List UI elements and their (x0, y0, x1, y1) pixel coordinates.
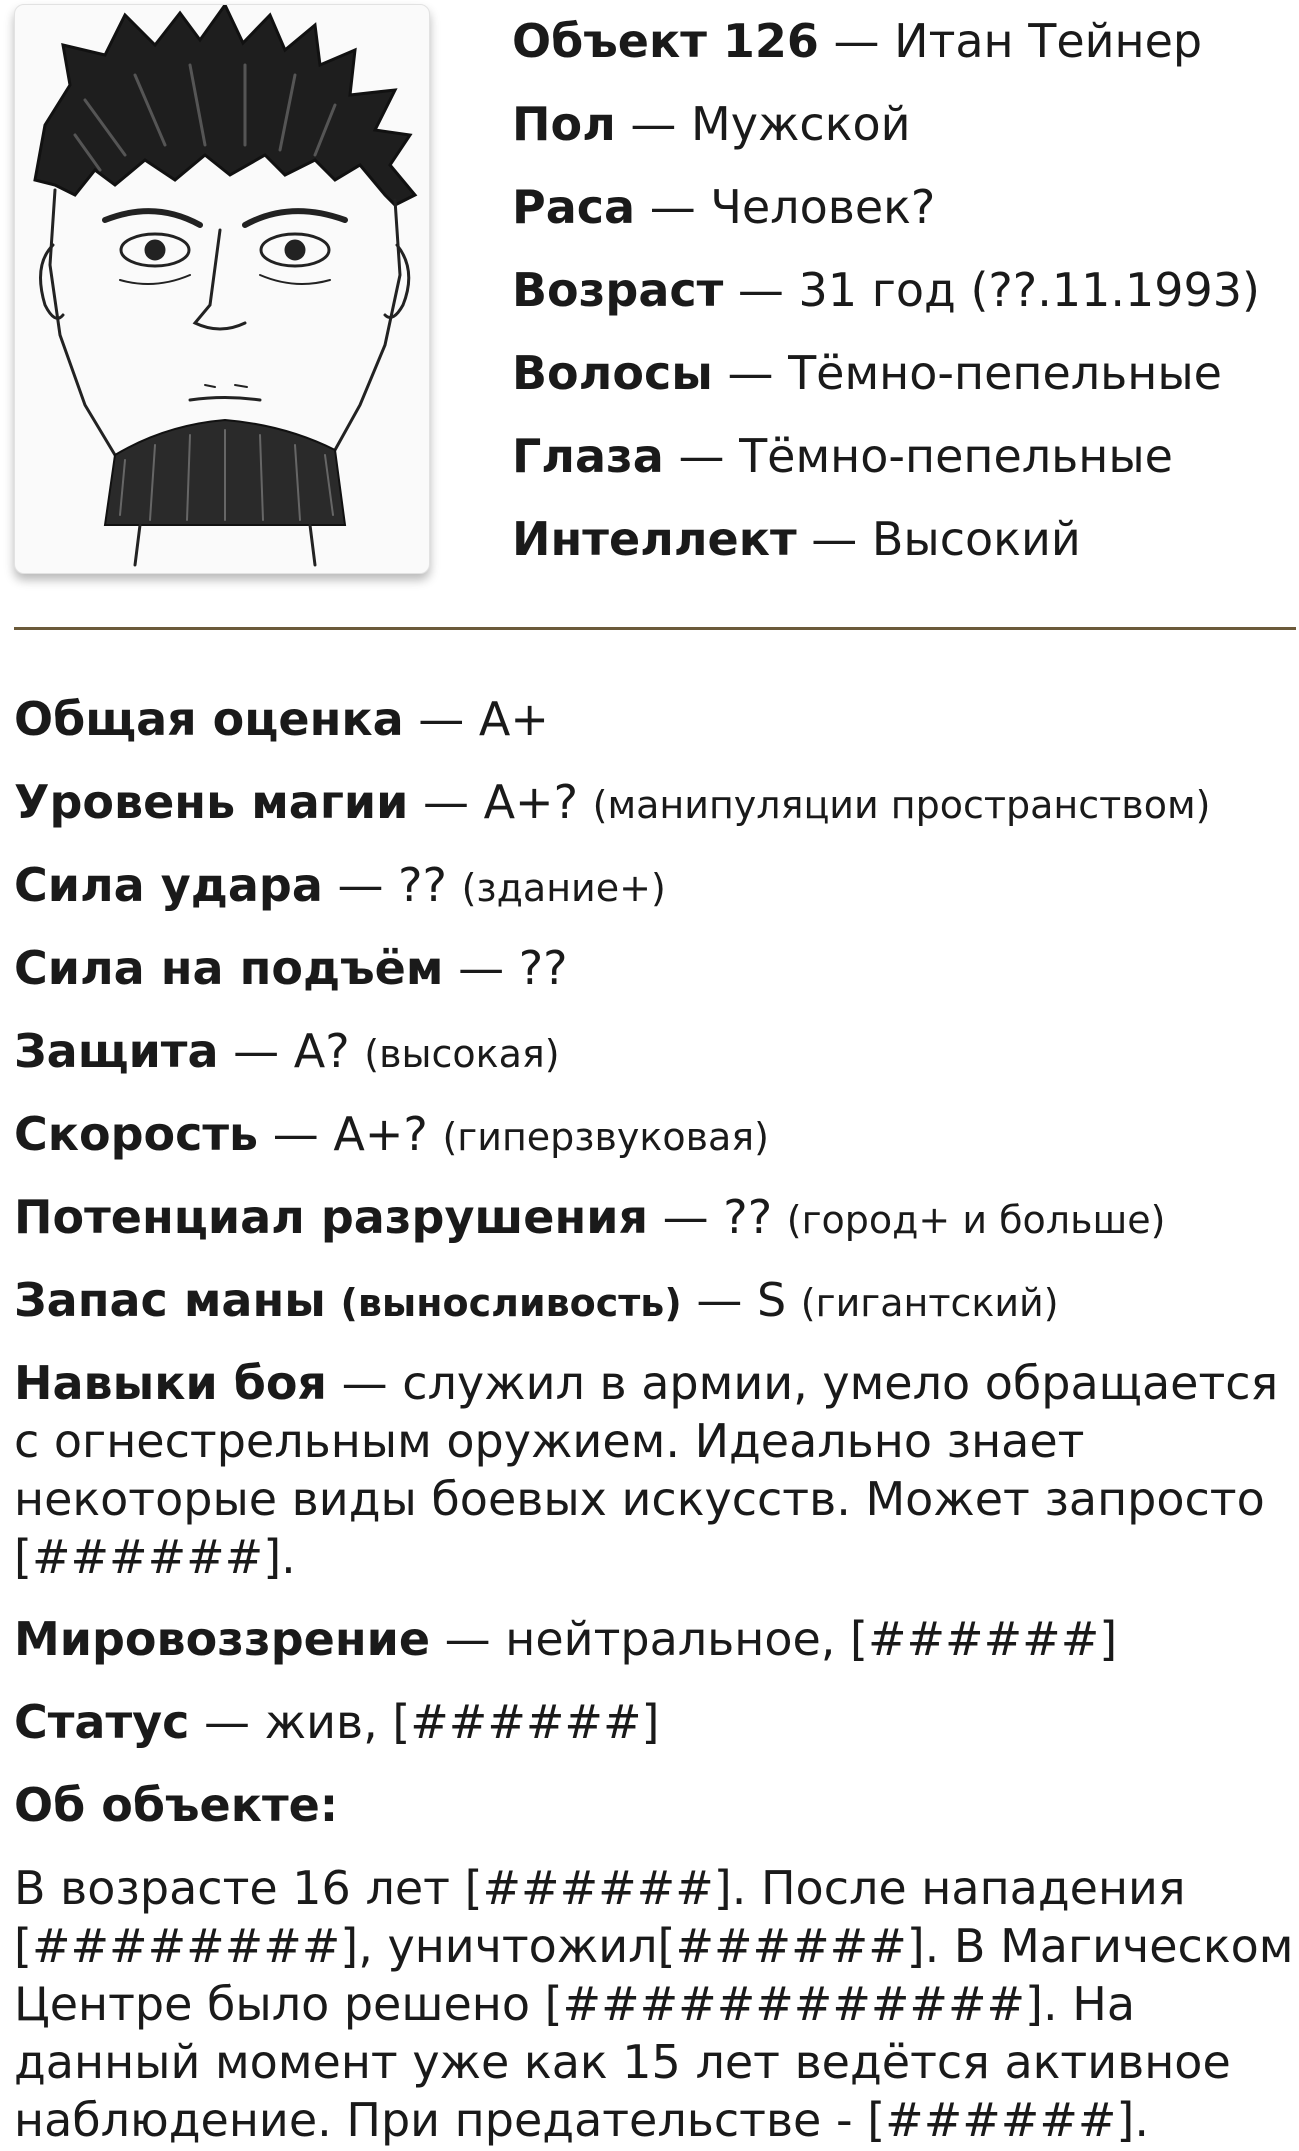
about-text: В возрасте 16 лет [######]. После нападения [########], уничтожил[######]. В Магическом Центре было решено [############]. На данный момент уже как 15 лет ведётся активное наблюдение. При предательстве - [######]. (14, 1861, 1294, 2147)
dash: — (272, 1107, 319, 1161)
bio-intellect-value: Высокий (871, 512, 1081, 566)
dash: — (444, 1612, 491, 1666)
dash: — (662, 1190, 709, 1244)
dash: — (341, 1356, 388, 1410)
stat-mana-label: Запас маны (14, 1273, 326, 1327)
stat-status (14, 1681, 1294, 1764)
stat-worldview-label: Мировоззрение (14, 1612, 431, 1666)
stat-destruction-label: Потенциал разрушения (14, 1190, 649, 1244)
stat-magic-label: Уровень магии (14, 775, 409, 829)
dash: — (337, 858, 384, 912)
bio-object (512, 0, 1292, 83)
character-portrait-icon (15, 5, 429, 573)
stat-magic-value: A+? (483, 775, 579, 829)
dash: — (422, 775, 469, 829)
stat-defense-note: (высокая) (364, 1032, 560, 1076)
bio-race-value: Человек? (710, 180, 936, 234)
about-title: Об объекте: (14, 1778, 339, 1832)
stat-strike-label: Сила удара (14, 858, 323, 912)
bio-hair-label: Волосы (512, 346, 713, 400)
bio-object-label: Объект 126 (512, 14, 819, 68)
bio-race-label: Раса (512, 180, 636, 234)
bio-age (512, 249, 1292, 332)
stat-lift-value: ?? (518, 941, 568, 995)
stat-speed-label: Скорость (14, 1107, 259, 1161)
stat-overall (14, 678, 1294, 761)
bio-gender (512, 83, 1292, 166)
stat-mana-label-note: (выносливость) (340, 1281, 682, 1325)
bio-panel (512, 0, 1292, 581)
stat-overall-value: A+ (478, 692, 549, 746)
bio-age-value: 31 год (??.11.1993) (798, 263, 1261, 317)
stat-destruction-note: (город+ и больше) (786, 1198, 1166, 1242)
stat-defense (14, 1010, 1294, 1093)
stat-destruction (14, 1176, 1294, 1259)
stat-mana-value: S (756, 1273, 787, 1327)
stat-combat-value: служил в армии, умело обращается с огнестрельным оружием. Идеально знает некоторые виды боевых искусств. Может запросто [######]. (14, 1356, 1279, 1584)
dash: — (678, 429, 725, 483)
dash: — (737, 263, 784, 317)
stat-strike-note: (здание+) (461, 866, 666, 910)
stat-strike (14, 844, 1294, 927)
dash: — (418, 692, 465, 746)
stat-strike-value: ?? (398, 858, 447, 912)
section-divider (14, 627, 1296, 630)
stat-magic (14, 761, 1294, 844)
bio-eyes-value: Тёмно-пепельные (739, 429, 1173, 483)
bio-hair (512, 332, 1292, 415)
stat-status-label: Статус (14, 1695, 190, 1749)
stat-lift-label: Сила на подъём (14, 941, 444, 995)
stat-speed-value: A+? (333, 1107, 428, 1161)
stat-defense-label: Защита (14, 1024, 219, 1078)
bio-intellect (512, 498, 1292, 581)
bio-eyes (512, 415, 1292, 498)
dash: — (233, 1024, 280, 1078)
bio-eyes-label: Глаза (512, 429, 664, 483)
stat-worldview-value: нейтральное, [######] (505, 1612, 1118, 1666)
stat-combat-label: Навыки боя (14, 1356, 327, 1410)
stat-mana-note: (гигантский) (800, 1281, 1059, 1325)
dash: — (811, 512, 858, 566)
stat-worldview (14, 1598, 1294, 1681)
stat-magic-note: (манипуляции пространством) (592, 783, 1211, 827)
dash: — (696, 1273, 743, 1327)
stat-mana (14, 1259, 1294, 1342)
portrait-card (14, 4, 430, 574)
dash: — (458, 941, 505, 995)
stat-lift (14, 927, 1294, 1010)
bio-race (512, 166, 1292, 249)
stat-combat (14, 1342, 1294, 1598)
bio-object-value: Итан Тейнер (894, 14, 1203, 68)
stat-defense-value: A? (293, 1024, 350, 1078)
dash: — (204, 1695, 250, 1749)
stats-panel (14, 678, 1294, 2149)
bio-age-label: Возраст (512, 263, 724, 317)
dash: — (649, 180, 696, 234)
dash: — (833, 14, 880, 68)
bio-gender-value: Мужской (691, 97, 911, 151)
bio-hair-value: Тёмно-пепельные (788, 346, 1222, 400)
dash: — (630, 97, 677, 151)
bio-intellect-label: Интеллект (512, 512, 797, 566)
stat-speed (14, 1093, 1294, 1176)
dash: — (727, 346, 774, 400)
bio-gender-label: Пол (512, 97, 616, 151)
stat-speed-note: (гиперзвуковая) (442, 1115, 769, 1159)
stat-overall-label: Общая оценка (14, 692, 404, 746)
stat-destruction-value: ?? (723, 1190, 773, 1244)
stat-status-value: жив, [######] (264, 1695, 660, 1749)
